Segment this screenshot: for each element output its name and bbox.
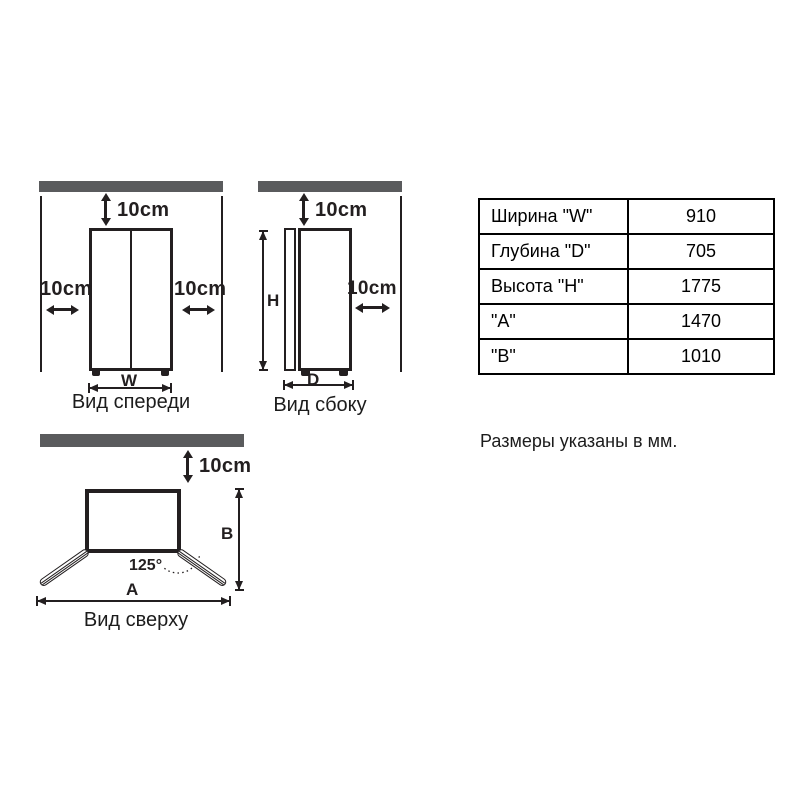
fridge-side-body	[298, 228, 352, 371]
table-label-cell: Высота "H"	[479, 269, 628, 304]
table-row	[479, 339, 774, 374]
side-back-clearance-label: 10cm	[347, 278, 397, 299]
arrow-left-right-icon	[190, 308, 207, 311]
fridge-top-outline	[85, 489, 181, 553]
width-letter: W	[121, 371, 138, 390]
depth-letter: D	[307, 370, 320, 389]
front-left-clearance-label: 10cm	[40, 278, 93, 300]
height-letter: H	[267, 291, 280, 310]
fridge-side-door-panel	[284, 228, 296, 371]
side-back-wall-line	[400, 196, 402, 372]
table-value-cell: 1010	[628, 339, 774, 374]
door-angle-label: 125°	[129, 557, 163, 574]
table-row	[479, 304, 774, 339]
table-value-cell: 705	[628, 234, 774, 269]
arrow-left-right-icon	[363, 306, 382, 309]
height-dimension-line	[262, 231, 264, 370]
units-note: Размеры указаны в мм.	[480, 431, 678, 451]
fridge-foot	[92, 370, 100, 376]
fridge-door-split-line	[130, 231, 133, 368]
open-door-left	[38, 548, 90, 588]
table-label-cell: "A"	[479, 304, 628, 339]
a-letter: A	[126, 580, 139, 599]
b-letter: B	[221, 524, 234, 543]
table-label-cell: Ширина "W"	[479, 199, 628, 234]
side-view-label: Вид сбоку	[273, 394, 367, 416]
fridge-foot	[161, 370, 169, 376]
table-value-cell: 1470	[628, 304, 774, 339]
table-row	[479, 199, 774, 234]
top-clearance-label: 10cm	[199, 455, 252, 477]
front-top-clearance-label: 10cm	[117, 199, 170, 221]
table-row	[479, 234, 774, 269]
arrow-up-down-icon	[104, 201, 107, 218]
table-value-cell: 1775	[628, 269, 774, 304]
front-right-clearance-label: 10cm	[174, 278, 227, 300]
b-dimension-line	[238, 489, 240, 590]
fridge-foot	[339, 370, 348, 376]
table-row	[479, 269, 774, 304]
front-view-label: Вид спереди	[71, 391, 191, 413]
front-ceiling-bar	[39, 181, 223, 192]
top-view-label: Вид сверху	[83, 609, 189, 631]
side-top-clearance-label: 10cm	[315, 199, 368, 221]
table-value-cell: 910	[628, 199, 774, 234]
arrow-left-right-icon	[54, 308, 71, 311]
table-label-cell: "B"	[479, 339, 628, 374]
top-wall-bar	[40, 434, 244, 447]
arrow-up-down-icon	[186, 458, 189, 475]
side-ceiling-bar	[258, 181, 402, 192]
table-label-cell: Глубина "D"	[479, 234, 628, 269]
dimensions-table	[478, 198, 775, 375]
open-door-right	[176, 548, 228, 588]
arrow-up-down-icon	[302, 201, 305, 218]
a-dimension-line	[37, 600, 230, 602]
